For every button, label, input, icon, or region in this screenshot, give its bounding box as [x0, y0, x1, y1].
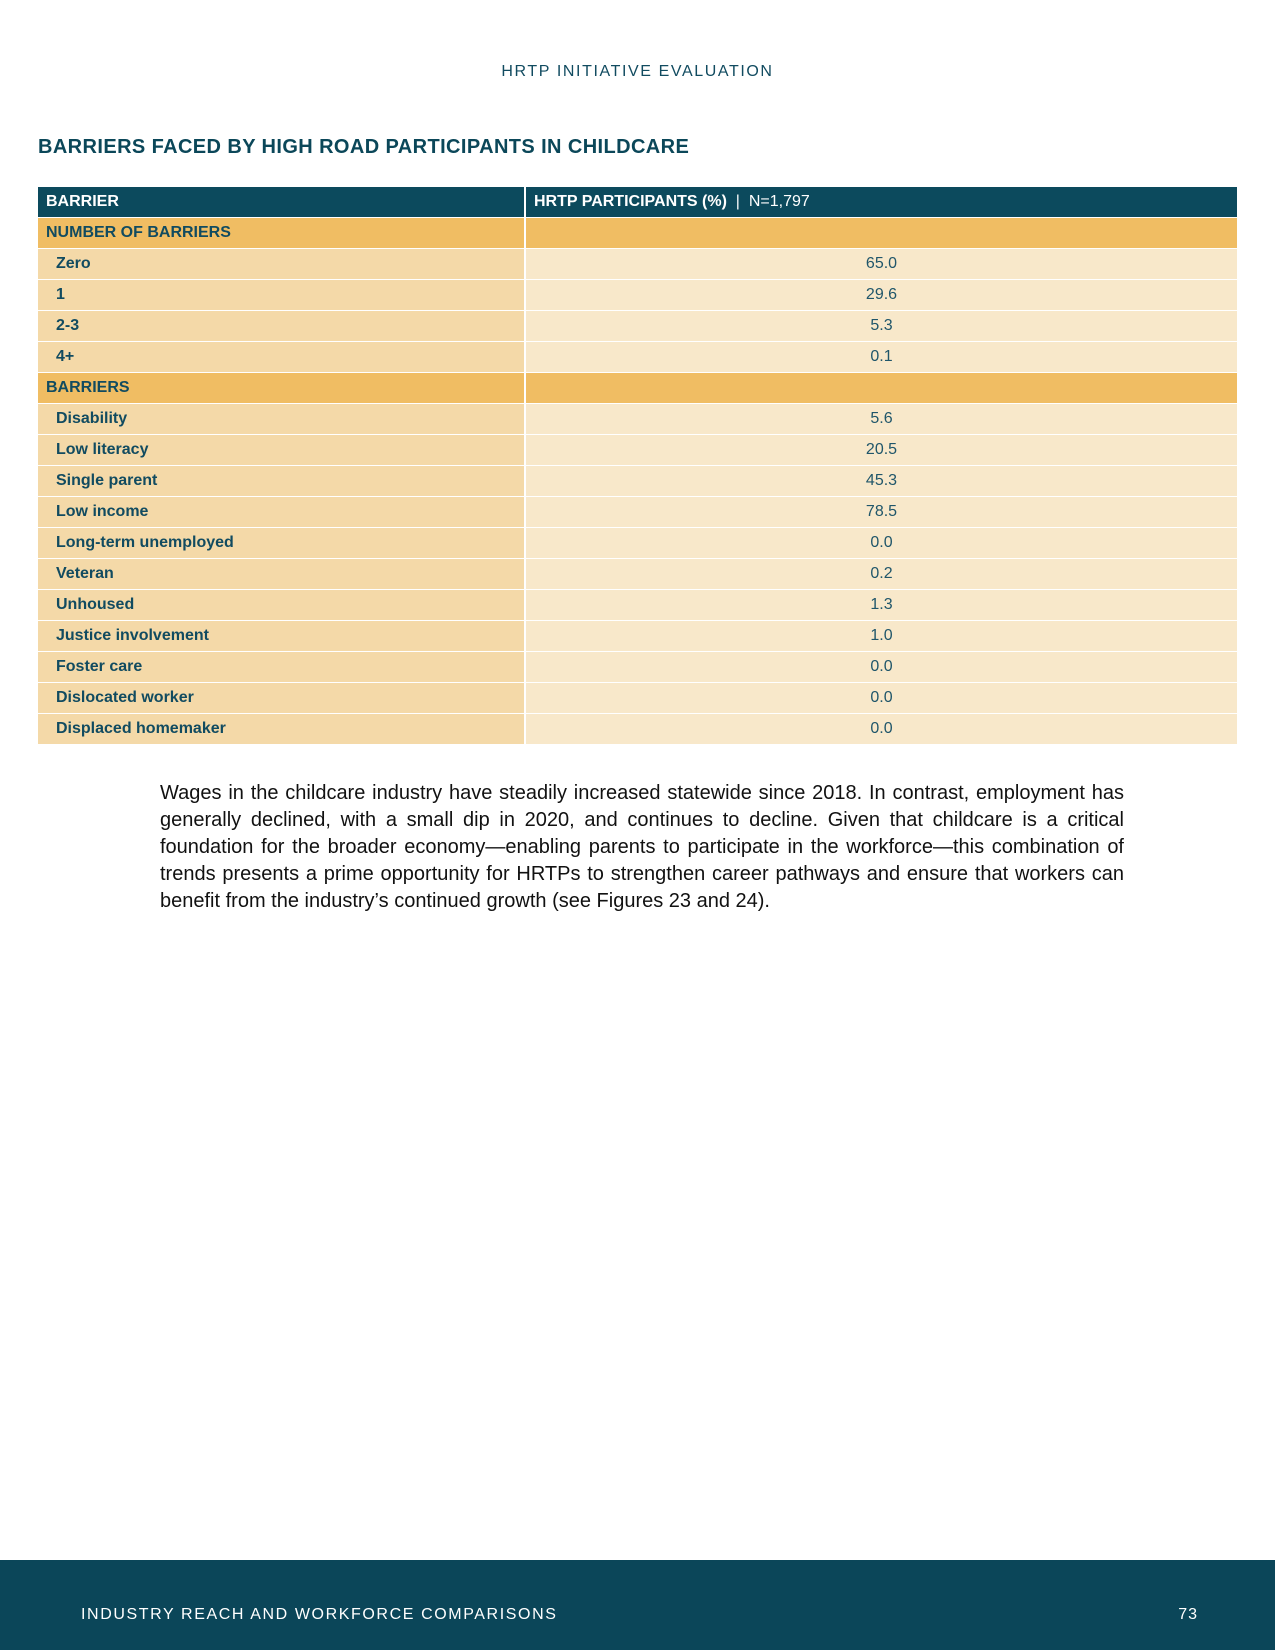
row-label: Disability	[38, 404, 525, 435]
row-label: Long-term unemployed	[38, 528, 525, 559]
row-value: 20.5	[525, 435, 1237, 466]
section-row	[38, 218, 1237, 249]
row-label: 2-3	[38, 311, 525, 342]
section-spacer	[525, 373, 1237, 404]
section-spacer	[525, 218, 1237, 249]
row-label: Dislocated worker	[38, 683, 525, 714]
body-paragraph: Wages in the childcare industry have steadily increased statewide since 2018. In contrast, employment has generally declined, with a small dip in 2020, and continues to decline. Given that childcare is a critical foundation for the broader economy—enabling parents to participate in the workforce—this combination of trends presents a prime opportunity for HRTPs to strengthen career pathways and ensure that workers can benefit from the industry’s continued growth (see Figures 23 and 24).	[160, 782, 1124, 912]
row-value: 78.5	[525, 497, 1237, 528]
row-value: 0.2	[525, 559, 1237, 590]
table-row	[38, 342, 1237, 373]
table-row	[38, 714, 1237, 745]
row-label: Zero	[38, 249, 525, 280]
row-label: Single parent	[38, 466, 525, 497]
row-label: Displaced homemaker	[38, 714, 525, 745]
row-label: Veteran	[38, 559, 525, 590]
participants-label: HRTP PARTICIPANTS (%)	[534, 193, 727, 210]
table-row	[38, 497, 1237, 528]
row-label: 1	[38, 280, 525, 311]
row-value: 0.0	[525, 683, 1237, 714]
section-row	[38, 373, 1237, 404]
table-row	[38, 621, 1237, 652]
row-value: 5.6	[525, 404, 1237, 435]
section-heading: NUMBER OF BARRIERS	[38, 218, 525, 249]
row-value: 45.3	[525, 466, 1237, 497]
row-value: 0.0	[525, 652, 1237, 683]
row-label: Justice involvement	[38, 621, 525, 652]
table-row	[38, 528, 1237, 559]
row-value: 1.0	[525, 621, 1237, 652]
table-row	[38, 590, 1237, 621]
table-header-row	[38, 187, 1237, 218]
row-value: 1.3	[525, 590, 1237, 621]
row-value: 0.0	[525, 714, 1237, 745]
table-row	[38, 683, 1237, 714]
footer-bar	[0, 1560, 1275, 1650]
sample-size: N=1,797	[748, 193, 810, 210]
page-number: 73	[1178, 1606, 1198, 1623]
column-separator: |	[735, 193, 740, 210]
row-value: 29.6	[525, 280, 1237, 311]
table-row	[38, 466, 1237, 497]
table-row	[38, 435, 1237, 466]
running-header: HRTP INITIATIVE EVALUATION	[501, 63, 774, 80]
row-label: Low literacy	[38, 435, 525, 466]
table-row	[38, 311, 1237, 342]
row-value: 65.0	[525, 249, 1237, 280]
section-heading: BARRIERS	[38, 373, 525, 404]
row-value: 0.0	[525, 528, 1237, 559]
row-label: Foster care	[38, 652, 525, 683]
table-row	[38, 249, 1237, 280]
table-row	[38, 280, 1237, 311]
row-label: 4+	[38, 342, 525, 373]
column-header-participants	[525, 187, 1237, 218]
barriers-table	[38, 187, 1237, 745]
table-row	[38, 559, 1237, 590]
row-value: 5.3	[525, 311, 1237, 342]
row-label: Unhoused	[38, 590, 525, 621]
column-header-barrier: BARRIER	[38, 187, 525, 218]
footer-section-title: INDUSTRY REACH AND WORKFORCE COMPARISONS	[81, 1606, 558, 1623]
row-label: Low income	[38, 497, 525, 528]
table-row	[38, 404, 1237, 435]
row-value: 0.1	[525, 342, 1237, 373]
table-row	[38, 652, 1237, 683]
table-title: BARRIERS FACED BY HIGH ROAD PARTICIPANTS IN CHILDCARE	[38, 136, 690, 158]
